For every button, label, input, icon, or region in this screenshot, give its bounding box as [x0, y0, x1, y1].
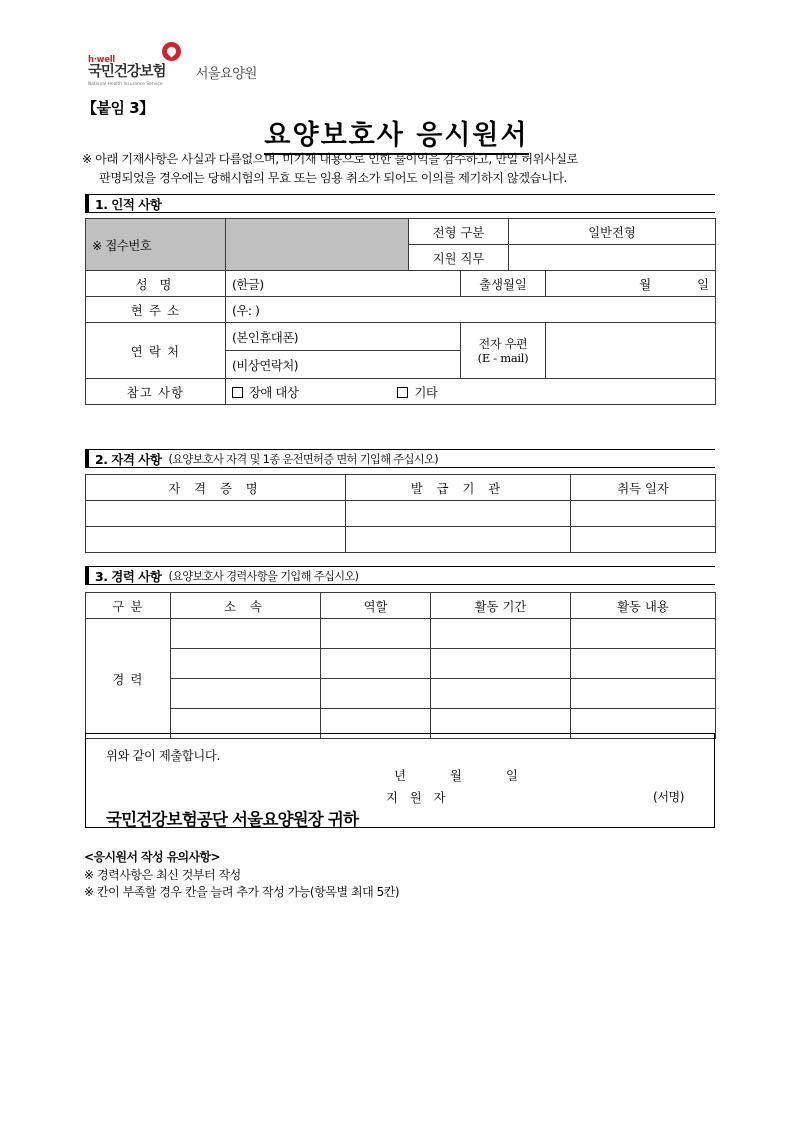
affiliation-cell[interactable] — [171, 619, 321, 649]
section-3-heading-sub: (요양보호사 경력사항을 기입해 주십시오) — [168, 569, 359, 583]
section-1-heading-text: 1. 인적 사항 — [95, 196, 162, 212]
personal-info-table — [85, 218, 716, 405]
column-header-affiliation: 소 속 — [171, 593, 321, 619]
birthdate-field[interactable] — [546, 271, 716, 297]
signature-block — [85, 733, 715, 828]
table-row — [86, 271, 716, 297]
name-label: 성 명 — [86, 271, 226, 297]
role-cell[interactable] — [321, 679, 431, 709]
mobile-phone-field[interactable]: (본인휴대폰) — [226, 323, 461, 351]
qualifications-table — [85, 474, 716, 553]
table-header-row — [86, 593, 716, 619]
signature-seal-label: (서명) — [653, 790, 684, 804]
period-cell[interactable] — [431, 649, 571, 679]
notice-line-2: 판명되었을 경우에는 당해시험의 무효 또는 임용 취소가 되어도 이의를 제기하지 않겠습니다. — [99, 171, 567, 185]
branch-name: 서울요양원 — [195, 66, 257, 82]
column-header-issuer: 발 급 기 관 — [346, 475, 571, 501]
day-unit: 일 — [505, 769, 518, 783]
section-3-heading — [85, 566, 715, 585]
applicant-label: 지 원 자 — [386, 791, 450, 805]
acquire-date-cell[interactable] — [571, 501, 716, 527]
other-option-label: 기타 — [414, 385, 438, 400]
role-cell[interactable] — [321, 649, 431, 679]
checkbox-icon[interactable] — [232, 387, 243, 398]
period-cell[interactable] — [431, 619, 571, 649]
issuer-cell[interactable] — [346, 501, 571, 527]
year-unit: 년 — [394, 769, 407, 783]
table-row — [86, 649, 716, 679]
remarks-field — [226, 379, 716, 405]
table-row — [86, 297, 716, 323]
page-title-text: 요양보호사 응시원서 — [264, 120, 528, 155]
name-field[interactable]: (한글) — [226, 271, 461, 297]
checkbox-icon[interactable] — [397, 387, 408, 398]
column-header-activity: 활동 내용 — [571, 593, 716, 619]
heart-icon — [162, 42, 181, 61]
disability-checkbox-item[interactable] — [232, 383, 298, 401]
applied-job-label: 지원 직무 — [409, 245, 509, 271]
activity-cell[interactable] — [571, 679, 716, 709]
nhis-logo — [88, 56, 165, 86]
affiliation-cell[interactable] — [171, 679, 321, 709]
certificate-cell[interactable] — [86, 527, 346, 553]
submission-date[interactable] — [86, 766, 716, 784]
other-checkbox-item[interactable] — [397, 383, 437, 401]
table-row — [86, 679, 716, 709]
column-header-role: 역할 — [321, 593, 431, 619]
career-table — [85, 592, 716, 739]
footer-heading: <응시원서 작성 유의사항> — [84, 850, 220, 864]
emergency-contact-field[interactable]: (비상연락처) — [226, 351, 461, 379]
receipt-number-field[interactable] — [226, 219, 409, 271]
organization-logo — [88, 44, 257, 86]
column-header-category: 구 분 — [86, 593, 171, 619]
activity-cell[interactable] — [571, 619, 716, 649]
nhis-name-korean: 국민건강보험 — [88, 64, 166, 81]
page-title — [0, 113, 793, 152]
affiliation-cell[interactable] — [171, 649, 321, 679]
certificate-cell[interactable] — [86, 501, 346, 527]
acquire-date-cell[interactable] — [571, 527, 716, 553]
nhis-name-english: National Health Insurance Service — [88, 80, 163, 86]
applied-job-field[interactable] — [509, 245, 716, 271]
career-row-label: 경 력 — [86, 619, 171, 739]
table-row — [86, 219, 716, 245]
address-label: 현 주 소 — [86, 297, 226, 323]
month-unit: 월 — [450, 769, 462, 783]
selection-type-value: 일반전형 — [509, 219, 716, 245]
column-header-period: 활동 기간 — [431, 593, 571, 619]
table-row — [86, 323, 716, 351]
birth-month-unit: 월 — [639, 277, 652, 292]
table-row — [86, 501, 716, 527]
column-header-certificate: 자 격 증 명 — [86, 475, 346, 501]
birth-day-unit: 일 — [697, 277, 710, 292]
issuer-cell[interactable] — [346, 527, 571, 553]
notice-paragraph — [82, 150, 718, 188]
section-2-heading — [85, 449, 715, 468]
footer-note-2: ※ 칸이 부족할 경우 칸을 늘려 추가 작성 가능(항목별 최대 5칸) — [84, 885, 400, 899]
birthdate-label: 출생월일 — [461, 271, 546, 297]
section-2-heading-sub: (요양보호사 자격 및 1종 운전면허증 면허 기입해 주십시오) — [168, 452, 438, 466]
notice-line-1: ※ 아래 기재사항은 사실과 다름없으며, 미기재 내용으로 인한 불이익을 감수하고, 만일 허위사실로 — [82, 152, 578, 166]
recipient-organization: 국민건강보험공단 서울요양원장 귀하 — [106, 810, 359, 829]
table-header-row — [86, 475, 716, 501]
period-cell[interactable] — [431, 679, 571, 709]
email-label — [461, 323, 546, 379]
activity-cell[interactable] — [571, 649, 716, 679]
remarks-label: 참고 사항 — [86, 379, 226, 405]
receipt-number-label: ※ 접수번호 — [86, 219, 226, 271]
footer-note-1: ※ 경력사항은 최신 것부터 작성 — [84, 867, 241, 882]
selection-type-label: 전형 구분 — [409, 219, 509, 245]
email-label-english: (E - mail) — [477, 350, 529, 365]
role-cell[interactable] — [321, 619, 431, 649]
hwell-wordmark: h·well — [88, 54, 115, 65]
section-1-heading — [85, 194, 715, 213]
table-row — [86, 619, 716, 649]
address-field[interactable]: (우: ) — [226, 297, 716, 323]
footer-notes — [84, 849, 399, 902]
attachment-label: 【붙임 3】 — [82, 99, 154, 117]
submission-statement: 위와 같이 제출합니다. — [106, 749, 220, 763]
column-header-acquire-date: 취득 일자 — [571, 475, 716, 501]
section-2-heading-text: 2. 자격 사항 — [95, 451, 162, 467]
section-3-heading-text: 3. 경력 사항 — [95, 568, 162, 584]
email-label-korean: 전자 우편 — [478, 336, 528, 351]
email-field[interactable] — [546, 323, 716, 379]
table-row — [86, 527, 716, 553]
table-row — [86, 379, 716, 405]
contact-label: 연 락 처 — [86, 323, 226, 379]
disability-option-label: 장애 대상 — [249, 385, 299, 400]
